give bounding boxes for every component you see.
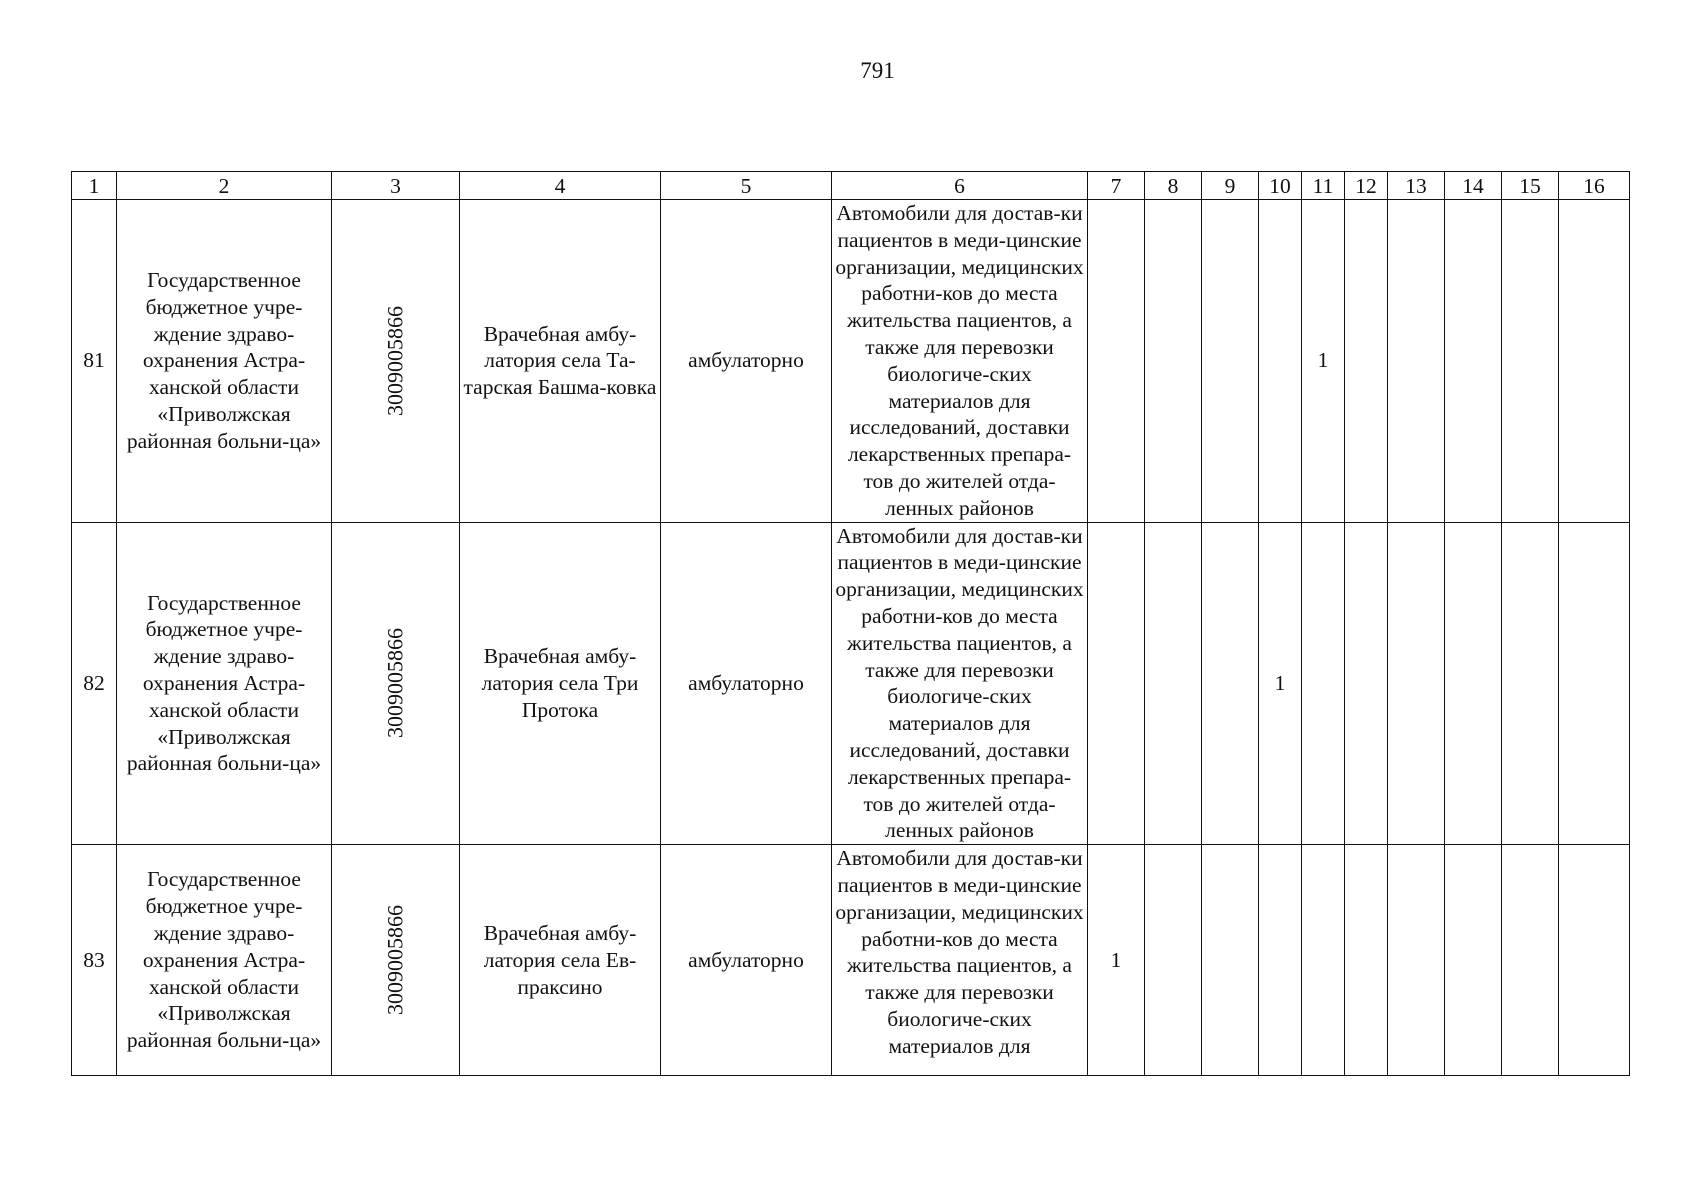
header-cell: 2 (117, 172, 332, 200)
organization-text: Государственное бюджетное учре-ждение здраво-охранения Астра-ханской области «Приволжская районная больни-ца» (126, 590, 322, 776)
purpose-cell (832, 522, 1088, 845)
division-text: Врачебная амбу-латория села Та-тарская Башма-ковка (463, 321, 657, 400)
value-cell-13 (1388, 522, 1445, 845)
value-cell-9 (1202, 522, 1259, 845)
value-cell-7 (1088, 522, 1145, 845)
value-cell-16 (1559, 522, 1630, 845)
value-cell-14 (1445, 200, 1502, 523)
value-cell-10 (1259, 845, 1302, 1076)
value-cell-8 (1145, 522, 1202, 845)
value-cell-9 (1202, 200, 1259, 523)
header-row (72, 172, 1630, 200)
division-text: Врачебная амбу-латория села Ев-праксино (483, 920, 637, 999)
value-cell-14 (1445, 845, 1502, 1076)
header-cell: 10 (1259, 172, 1302, 200)
header-cell: 14 (1445, 172, 1502, 200)
header-cell: 15 (1502, 172, 1559, 200)
value-cell-13 (1388, 200, 1445, 523)
value-cell-12 (1345, 845, 1388, 1076)
value-cell-14 (1445, 522, 1502, 845)
header-cell: 16 (1559, 172, 1630, 200)
header-cell: 9 (1202, 172, 1259, 200)
organization-text: Государственное бюджетное учре-ждение здраво-охранения Астра-ханской области «Приволжская районная больни-ца» (126, 867, 322, 1053)
value-cell-8 (1145, 200, 1202, 523)
table-row (72, 522, 1630, 845)
purpose-text: Автомобили для достав-ки пациентов в меди-цинские организации, медицинских работни-ков до места жительства пациентов, а также для перевозки биологиче-ских материалов для исследований, доставки лекарственных препара-тов до жителей отда-ленных районов (835, 523, 1084, 843)
purpose-cell (832, 200, 1088, 523)
value-cell-15 (1502, 522, 1559, 845)
header-cell: 7 (1088, 172, 1145, 200)
header-cell: 13 (1388, 172, 1445, 200)
header-cell: 3 (332, 172, 460, 200)
header-cell: 6 (832, 172, 1088, 200)
header-cell: 4 (460, 172, 661, 200)
purpose-cell (832, 845, 1088, 1076)
header-cell: 1 (72, 172, 117, 200)
value-cell-8 (1145, 845, 1202, 1076)
header-cell: 5 (661, 172, 832, 200)
row-number: 82 (72, 522, 117, 845)
inn-text: 3009005866 (382, 628, 408, 739)
value-cell-11: 1 (1302, 200, 1345, 523)
division-text: Врачебная амбу-латория села Три Протока (481, 644, 639, 722)
value-cell-9 (1202, 845, 1259, 1076)
organization-cell (117, 845, 332, 1076)
mode-cell: амбулаторно (661, 522, 832, 845)
purpose-text: Автомобили для достав-ки пациентов в меди-цинские организации, медицинских работни-ков до места жительства пациентов, а также для перевозки биологиче-ских материалов для (835, 846, 1084, 1058)
value-cell-12 (1345, 522, 1388, 845)
division-cell (460, 522, 661, 845)
value-cell-13 (1388, 845, 1445, 1076)
value-cell-10: 1 (1259, 522, 1302, 845)
value-cell-7 (1088, 200, 1145, 523)
division-cell (460, 200, 661, 523)
table-row (72, 200, 1630, 523)
inn-text: 3009005866 (382, 305, 408, 416)
division-cell (460, 845, 661, 1076)
header-cell: 8 (1145, 172, 1202, 200)
header-cell: 11 (1302, 172, 1345, 200)
table-row (72, 845, 1630, 1076)
value-cell-15 (1502, 845, 1559, 1076)
value-cell-7: 1 (1088, 845, 1145, 1076)
value-cell-11 (1302, 845, 1345, 1076)
header-cell: 12 (1345, 172, 1388, 200)
value-cell-10 (1259, 200, 1302, 523)
mode-cell: амбулаторно (661, 845, 832, 1076)
inn-cell (332, 200, 460, 523)
purpose-text: Автомобили для достав-ки пациентов в меди-цинские организации, медицинских работни-ков до места жительства пациентов, а также для перевозки биологиче-ских материалов для исследований, доставки лекарственных препара-тов до жителей отда-ленных районов (835, 201, 1084, 520)
value-cell-16 (1559, 200, 1630, 523)
value-cell-12 (1345, 200, 1388, 523)
value-cell-11 (1302, 522, 1345, 845)
page-number: 791 (860, 58, 895, 83)
organization-cell (117, 522, 332, 845)
value-cell-15 (1502, 200, 1559, 523)
inn-cell (332, 845, 460, 1076)
organization-cell (117, 200, 332, 523)
value-cell-16 (1559, 845, 1630, 1076)
inn-text: 3009005866 (382, 905, 408, 1016)
organization-text: Государственное бюджетное учре-ждение здраво-охранения Астра-ханской области «Приволжская районная больни-ца» (126, 267, 322, 453)
row-number: 81 (72, 200, 117, 523)
data-table (71, 171, 1630, 1076)
inn-cell (332, 522, 460, 845)
row-number: 83 (72, 845, 117, 1076)
mode-cell: амбулаторно (661, 200, 832, 523)
